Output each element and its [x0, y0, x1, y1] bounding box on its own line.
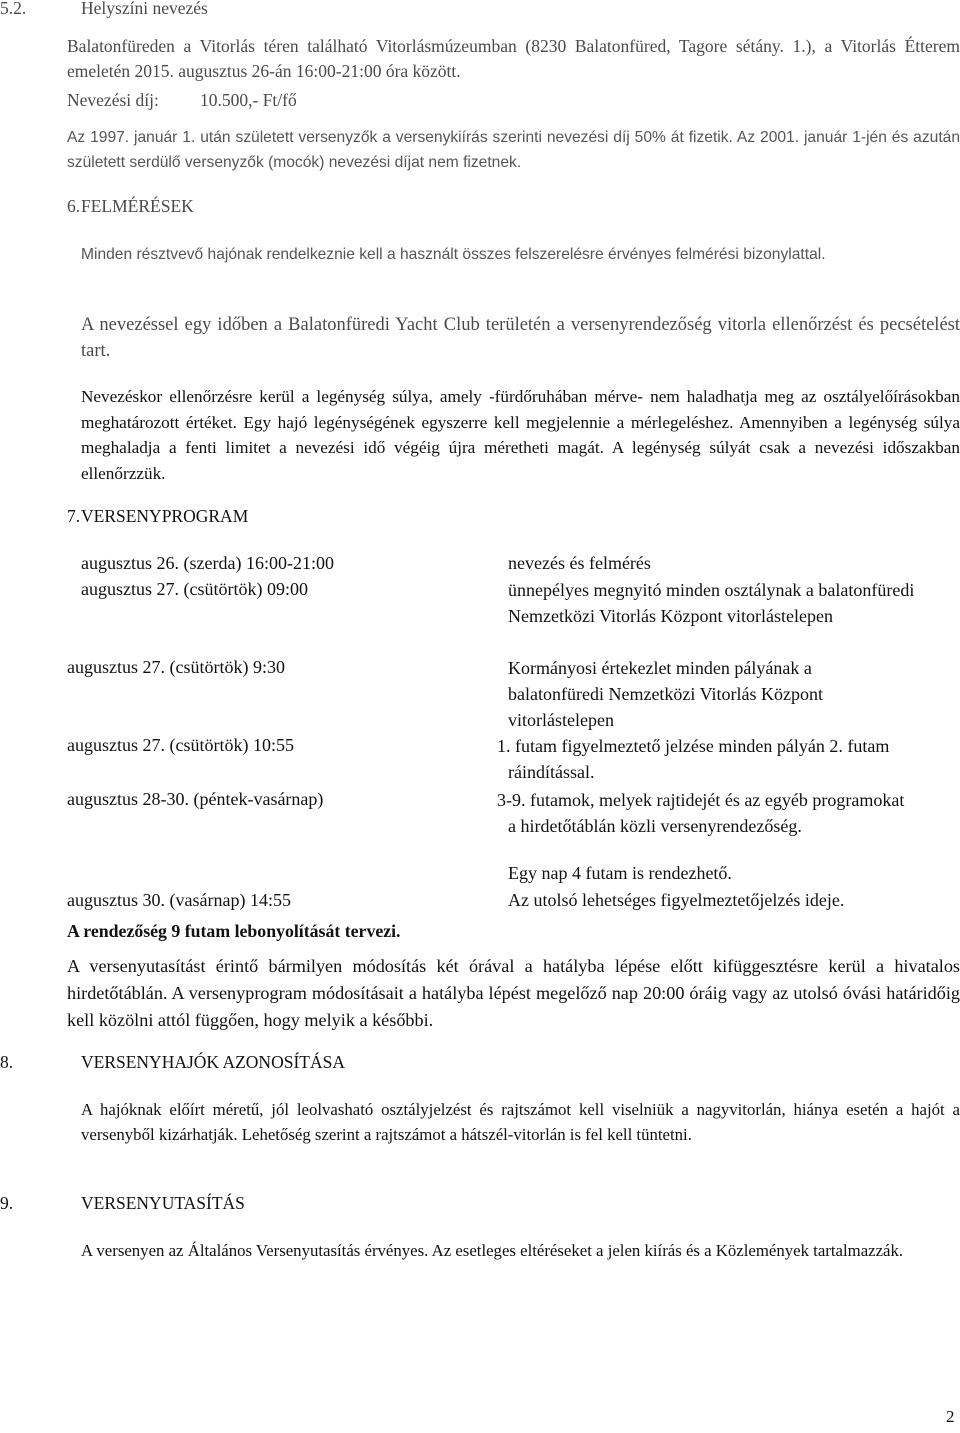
- schedule-when-4: augusztus 27. (csütörtök) 10:55: [67, 735, 294, 755]
- section-5-2-paragraph-2: Az 1997. január 1. után született versenyzők a versenykiírás szerinti nevezési díj 50% át fizetik. Az 2001. január 1-jén és azután született serdülő versenyzők (mocók) nevezési díjat nem fizetnek.: [67, 129, 960, 171]
- section-7-number: 7.: [67, 506, 81, 526]
- section-9-number: 9.: [0, 1193, 14, 1213]
- page-number: 2: [946, 1407, 955, 1426]
- section-5-2-title: Helyszíni nevezés: [81, 0, 208, 18]
- schedule-what-4: 1. futam figyelmeztető jelzése minden pályán 2. futam ráindítással.: [497, 736, 890, 782]
- schedule-what-5: 3-9. futamok, melyek rajtidejét és az egyéb programokat a hirdetőtáblán közli versenyrendezőség.: [497, 790, 905, 836]
- section-6-paragraph-2: A nevezéssel egy időben a Balatonfüredi Yacht Club területén a versenyrendezőség vitorla ellenőrzést és pecsételést tart.: [81, 315, 960, 361]
- section-9-paragraph: A versenyen az Általános Versenyutasítás érvényes. Az esetleges eltéréseket a jelen kiírás és a Közlemények tartalmazzák.: [81, 1241, 904, 1260]
- schedule-when-5: augusztus 28-30. (péntek-vasárnap): [67, 789, 324, 809]
- schedule-when-2: augusztus 27. (csütörtök) 09:00: [81, 579, 308, 599]
- schedule-when-3: augusztus 27. (csütörtök) 9:30: [67, 657, 285, 677]
- fee-label: Nevezési díj:: [67, 90, 159, 110]
- schedule-when-1: augusztus 26. (szerda) 16:00-21:00: [81, 553, 334, 573]
- section-5-2-paragraph-1: Balatonfüreden a Vitorlás téren található Vitorlásmúzeumban (8230 Balatonfüred, Tagore sétány. 1.), a Vitorlás Étterem emeletén 2015. augusztus 26-án 16:00-21:00 óra között.: [67, 36, 960, 81]
- section-9-title: VERSENYUTASÍTÁS: [81, 1193, 245, 1213]
- schedule-note-5: Egy nap 4 futam is rendezhető.: [508, 863, 732, 883]
- section-5-2-number: 5.2.: [0, 0, 27, 18]
- section-7-paragraph: A versenyutasítást érintő bármilyen módosítás két órával a hatályba lépése előtt kifüggesztésre kerül a hivatalos hirdetőtáblán. A versenyprogram módosításait a hatályba lépést megelőző nap 20:00 óráig vagy az utolsó óvási határidőig kell közölni attól függően, hogy melyik a későbbi.: [67, 956, 960, 1030]
- section-8-title: VERSENYHAJÓK AZONOSÍTÁSA: [81, 1052, 345, 1072]
- section-8-number: 8.: [0, 1052, 14, 1072]
- fee-value: 10.500,- Ft/fő: [200, 90, 297, 110]
- bold-note: A rendezőség 9 futam lebonyolítását tervezi.: [67, 921, 401, 941]
- section-6-paragraph-1: Minden résztvevő hajónak rendelkeznie kell a használt összes felszerelésre érvényes felmérési bizonylattal.: [81, 246, 826, 263]
- section-6-paragraph-3: Nevezéskor ellenőrzésre kerül a legénység súlya, amely -fürdőruhában mérve- nem haladhatja meg az osztályelőírásokban meghatározott értéket. Egy hajó legénységének egyszerre kell megjelennie a mérlegeléshez. Amennyiben a legénység súlya meghaladja a fenti limitet a nevezési idő végéig újra méretheti magát. A legénység súlyát csak a nevezési időszakban ellenőrzzük.: [81, 387, 960, 483]
- section-6-title: FELMÉRÉSEK: [81, 196, 194, 216]
- section-6-number: 6.: [67, 196, 81, 216]
- schedule-what-1: nevezés és felmérés: [508, 553, 651, 573]
- schedule-what-6: Az utolsó lehetséges figyelmeztetőjelzés ideje.: [508, 890, 845, 910]
- section-8-paragraph: A hajóknak előírt méretű, jól leolvasható osztályjelzést és rajtszámot kell viselniük a nagyvitorlán, hiánya esetén a hajót a versenyből kizárhatják. Lehetőség szerint a rajtszámot a hátszél-vitorlán is fel kell tüntetni.: [81, 1100, 960, 1144]
- schedule-when-6: augusztus 30. (vasárnap) 14:55: [67, 890, 291, 910]
- schedule-what-2: ünnepélyes megnyitó minden osztálynak a balatonfüredi Nemzetközi Vitorlás Központ vitorlástelepen: [508, 580, 915, 626]
- schedule-what-3: Kormányosi értekezlet minden pályának a balatonfüredi Nemzetközi Vitorlás Központ vitorlástelepen: [508, 658, 823, 730]
- section-7-title: VERSENYPROGRAM: [81, 506, 249, 526]
